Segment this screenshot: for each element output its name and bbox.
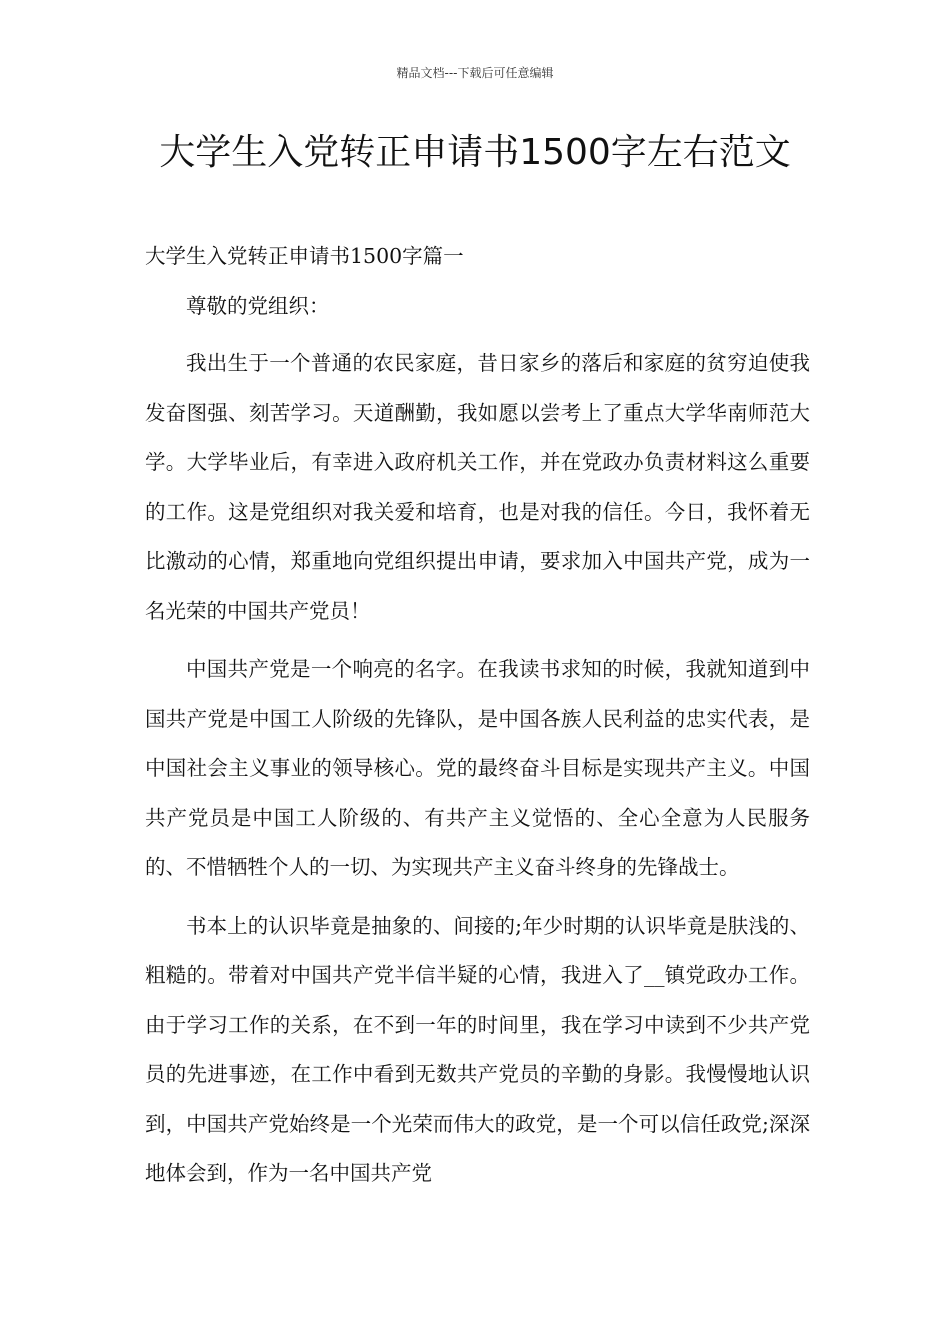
salutation: 尊敬的党组织： xyxy=(186,293,330,318)
paragraph-3: 书本上的认识毕竟是抽象的、间接的;年少时期的认识毕竟是肤浅的、粗糙的。带着对中国共产党半信半疑的心情，我进入了__镇党政办工作。由于学习工作的关系，在不到一年的时间里，我在学习中读到不少共产党员的先进事迹，在工作中看到无数共产党员的辛勤的身影。我慢慢地认识到，中国共产党始终是一个光荣而伟大的政党，是一个可以信任政党;深深地体会到，作为一名中国共产党 xyxy=(145,913,810,1185)
section-subheading: 大学生入党转正申请书1500字篇一 xyxy=(145,244,464,268)
document-title: 大学生入党转正申请书1500字左右范文 xyxy=(159,132,791,173)
document-body xyxy=(145,232,810,1199)
header-note: 精品文档---下载后可任意编辑 xyxy=(396,66,554,80)
paragraph-2: 中国共产党是一个响亮的名字。在我读书求知的时候，我就知道到中国共产党是中国工人阶级的先锋队，是中国各族人民利益的忠实代表，是中国社会主义事业的领导核心。党的最终奋斗目标是实现共产主义。中国共产党员是中国工人阶级的、有共产主义觉悟的、全心全意为人民服务的、不惜牺牲个人的一切、为实现共产主义奋斗终身的先锋战士。 xyxy=(145,657,810,879)
paragraph-1: 我出生于一个普通的农民家庭，昔日家乡的落后和家庭的贫穷迫使我发奋图强、刻苦学习。天道酬勤，我如愿以尝考上了重点大学华南师范大学。大学毕业后，有幸进入政府机关工作，并在党政办负责材料这么重要的工作。这是党组织对我关爱和培育，也是对我的信任。今日，我怀着无比激动的心情，郑重地向党组织提出申请，要求加入中国共产党，成为一名光荣的中国共产党员！ xyxy=(145,351,810,623)
